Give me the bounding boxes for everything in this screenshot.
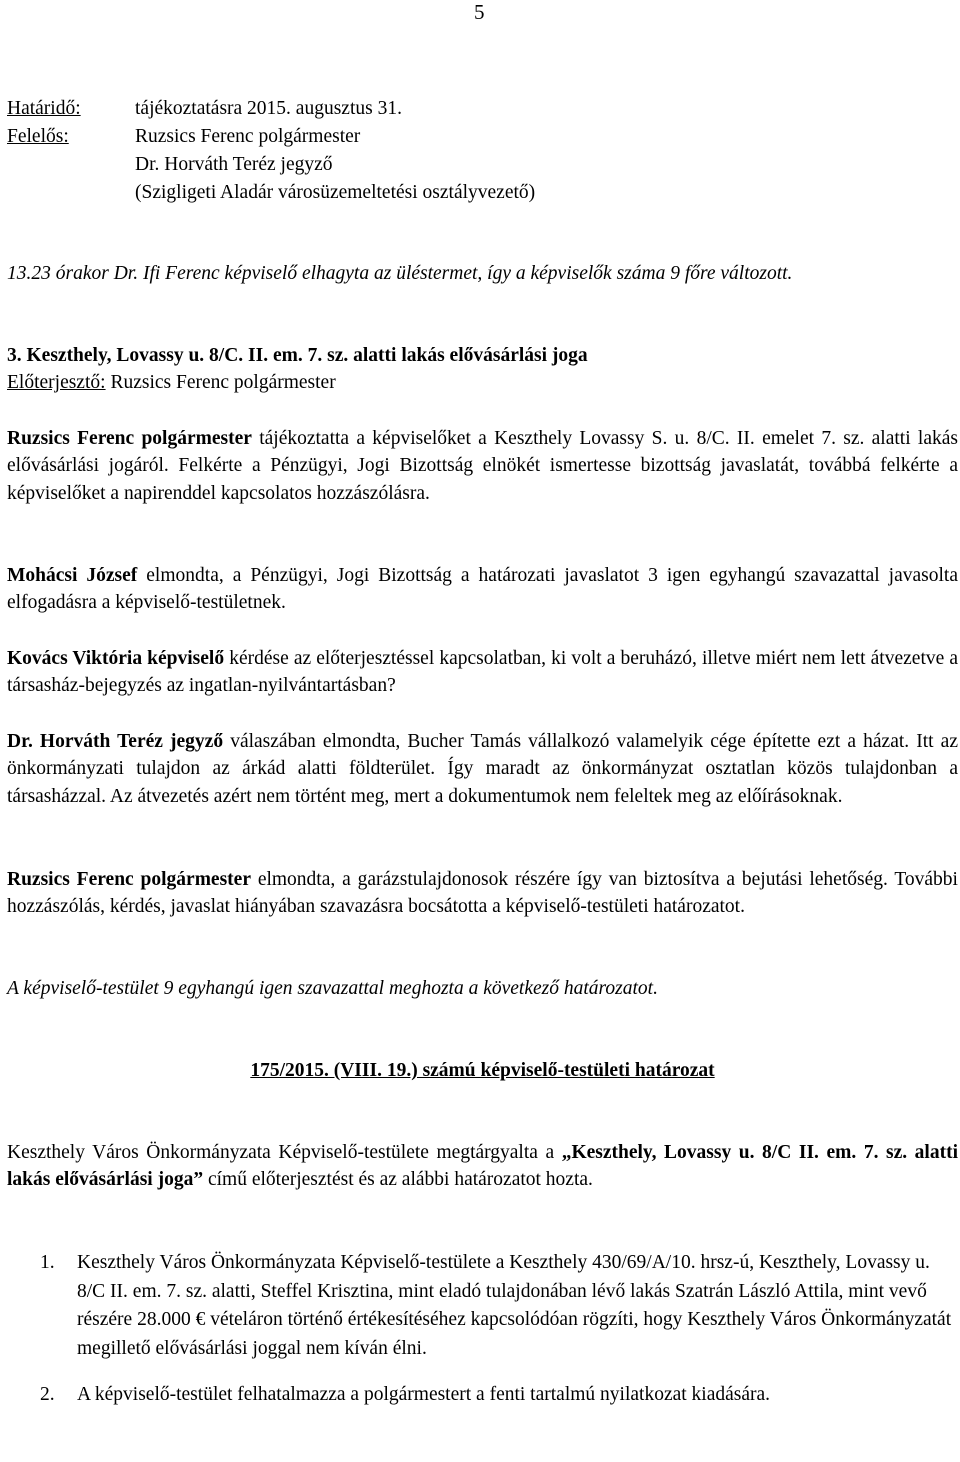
responsible-block	[7, 123, 535, 207]
paragraph	[7, 728, 958, 810]
item-text: Keszthely Város Önkormányzata Képviselő-testülete a Keszthely 430/69/A/10. hrsz-ú, Keszthely, Lovassy u. 8/C II. em. 7. sz. alatti, Steffel Krisztina, mint eladó tulajdonában lévő lakás Szatrán László Attila, mint vevő részére 28.000 € vételáron történő értékesítéséhez kapcsolódóan rögzíti, hogy Keszthely Város Önkormányzatát megillető elővásárlási joggal nem kíván élni.	[77, 1252, 952, 1359]
resolution-subject: „Keszthely, Lovassy u. 8/C II. em. 7. sz. alatti lakás elővásárlási joga”	[7, 1142, 958, 1191]
responsible-line: (Szigligeti Aladár városüzemeltetési osztályvezető)	[135, 182, 536, 203]
presenter-label: Előterjesztő:	[7, 372, 106, 393]
paragraph	[7, 425, 958, 507]
speaker-name: Ruzsics Ferenc polgármester	[7, 428, 252, 449]
paragraph-text: elmondta, a garázstulajdonosok részére így van biztosítva a bejutási lehetőség. További hozzászólás, kérdés, javaslat hiányában szavazásra bocsátotta a képviselő-testületi határozatot.	[7, 869, 958, 918]
agenda-heading: 3. Keszthely, Lovassy u. 8/C. II. em. 7. sz. alatti lakás elővásárlási joga	[7, 345, 588, 366]
paragraph	[7, 866, 958, 921]
deadline-row	[7, 95, 402, 123]
item-text: A képviselő-testület felhatalmazza a polgármestert a fenti tartalmú nyilatkozat kiadására.	[77, 1384, 771, 1406]
responsible-label: Felelős:	[7, 126, 69, 147]
responsible-line: Dr. Horváth Teréz jegyző	[135, 154, 333, 175]
deadline-value: tájékoztatásra 2015. augusztus 31.	[135, 98, 402, 119]
resolution-title: 175/2015. (VIII. 19.) számú képviselő-testületi határozat	[250, 1060, 715, 1081]
speaker-name: Mohácsi József	[7, 565, 138, 586]
speaker-name: Ruzsics Ferenc polgármester	[7, 869, 251, 890]
speaker-name: Kovács Viktória képviselő	[7, 648, 225, 669]
speaker-name: Dr. Horváth Teréz jegyző	[7, 731, 224, 752]
resolution-items	[7, 1249, 958, 1410]
paragraph-text: tájékoztatta a képviselőket a Keszthely Lovassy S. u. 8/C. II. emelet 7. sz. alatti lakás elővásárlási jogáról. Felkérte a Pénzügyi, Jogi Bizottság elnökét ismertesse bizottság javaslatát, továbbá felkérte a képviselőket a napirenddel kapcsolatos hozzászólásra.	[7, 428, 958, 504]
presenter-value: Ruzsics Ferenc polgármester	[110, 372, 336, 393]
resolution-intro-text: című előterjesztést és az alábbi határozatot hozta.	[203, 1169, 593, 1191]
item-number: 1.	[40, 1252, 55, 1273]
list-item	[7, 1381, 958, 1410]
paragraph-text: válaszában elmondta, Bucher Tamás vállalkozó valamelyik cége építette ezt a házat. Itt az önkormányzati tulajdon az árkád alatti földterület. Így maradt az önkormányzat osztatlan közös tulajdonban a társasházzal. Az átvezetés azért nem történt meg, mert a dokumentumok nem feleltek meg az előírásoknak.	[7, 731, 958, 807]
departure-note: 13.23 órakor Dr. Ifi Ferenc képviselő elhagyta az üléstermet, így a képviselők száma 9 főre változott.	[7, 263, 793, 284]
presenter-line	[7, 369, 958, 396]
vote-note: A képviselő-testület 9 egyhangú igen szavazattal meghozta a következő határozatot.	[7, 978, 658, 999]
page-number: 5	[474, 0, 485, 24]
paragraph-text: kérdése az előterjesztéssel kapcsolatban, ki volt a beruházó, illetve miért nem lett átvezetve a társasház-bejegyzés az ingatlan-nyilvántartásban?	[7, 648, 959, 697]
paragraph-text: elmondta, a Pénzügyi, Jogi Bizottság a határozati javaslatot 3 igen egyhangú szavazattal javasolta elfogadásra a képviselő-testületnek.	[7, 565, 958, 614]
item-number: 2.	[40, 1384, 55, 1406]
paragraph	[7, 562, 958, 617]
deadline-label: Határidő:	[7, 98, 81, 119]
resolution-intro-text: Keszthely Város Önkormányzata Képviselő-testülete megtárgyalta a	[7, 1142, 562, 1163]
agenda-section	[7, 342, 958, 396]
resolution-intro	[7, 1139, 958, 1194]
responsible-line: Ruzsics Ferenc polgármester	[135, 126, 361, 147]
paragraph	[7, 645, 958, 700]
list-item	[7, 1249, 958, 1363]
